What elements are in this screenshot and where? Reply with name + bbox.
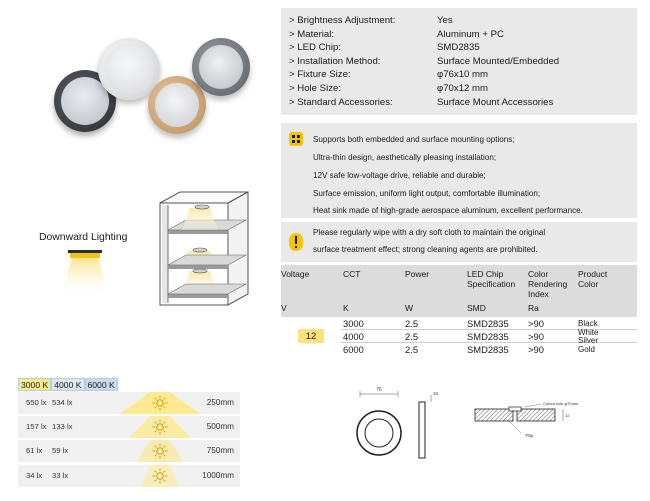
row3-cct: 6000 bbox=[343, 344, 364, 355]
side-dim-label: 10 bbox=[433, 391, 439, 396]
product-silver bbox=[192, 38, 250, 96]
section-note: Cutout hole φ70mm bbox=[543, 401, 579, 406]
th-color-2: Color bbox=[578, 279, 599, 289]
row1-power: 2.5 bbox=[405, 318, 419, 329]
downward-lighting-icon bbox=[60, 247, 110, 295]
lux-value-b: 59 lx bbox=[52, 446, 69, 455]
feature-line-1: Supports both embedded and surface mounting options; bbox=[313, 135, 515, 144]
spec-value: φ70x12 mm bbox=[437, 82, 489, 94]
lux-value-a: 550 lx bbox=[26, 398, 47, 407]
tab-6000k[interactable]: 6000 K bbox=[85, 378, 118, 391]
lux-value-b: 33 lx bbox=[52, 471, 69, 480]
features-icon bbox=[289, 132, 303, 146]
spec-value: Surface Mount Accessories bbox=[437, 96, 554, 108]
spec-row bbox=[289, 41, 629, 55]
spec-row bbox=[289, 68, 629, 82]
distance-value: 500mm bbox=[206, 422, 234, 431]
spec-label: > Installation Method: bbox=[289, 55, 381, 67]
row2-chip: SMD2835 bbox=[467, 331, 509, 342]
tab-3000k[interactable]: 3000 K bbox=[18, 378, 51, 391]
unit-cri: Ra bbox=[528, 303, 539, 313]
light-beam-icon bbox=[115, 416, 205, 438]
front-view-drawing bbox=[345, 385, 445, 465]
warning-line-1: Please regularly wipe with a dry soft cloth to maintain the original bbox=[313, 228, 546, 237]
light-beam-icon bbox=[115, 465, 205, 487]
warning-line-2: surface treatment effect; strong cleaning agents are prohibited. bbox=[313, 245, 538, 254]
th-voltage: Voltage bbox=[281, 269, 310, 279]
spec-row bbox=[289, 28, 629, 42]
illuminance-row bbox=[18, 440, 240, 462]
spec-label: > Material: bbox=[289, 28, 335, 40]
cabinet-illustration bbox=[140, 188, 260, 308]
th-cct: CCT bbox=[343, 269, 361, 279]
section-dim-label: 70φ bbox=[525, 433, 533, 438]
spec-value: Yes bbox=[437, 15, 453, 26]
illuminance-row bbox=[18, 416, 240, 438]
row1-cri: >90 bbox=[528, 318, 544, 329]
lux-value-b: 534 lx bbox=[52, 398, 73, 407]
section-drawing bbox=[465, 395, 595, 455]
spec-label: > Fixture Size: bbox=[289, 69, 351, 81]
illuminance-row bbox=[18, 465, 240, 487]
spec-value: φ76x10 mm bbox=[437, 69, 489, 81]
color-black: Black bbox=[578, 319, 598, 328]
voltage-value: 12 bbox=[305, 330, 317, 341]
spec-label: > LED Chip: bbox=[289, 42, 341, 54]
lux-value-a: 157 lx bbox=[26, 422, 47, 431]
row2-cri: >90 bbox=[528, 331, 544, 342]
lux-value-a: 34 lx bbox=[26, 471, 43, 480]
row3-cri: >90 bbox=[528, 344, 544, 355]
light-beam-icon bbox=[115, 392, 205, 414]
row3-power: 2.5 bbox=[405, 344, 419, 355]
feature-line-5: Heat sink made of high-grade aerospace aluminum, excellent performance. bbox=[313, 206, 583, 215]
spec-row bbox=[289, 55, 629, 69]
spec-label: > Standard Accessories: bbox=[289, 96, 393, 108]
spec-row bbox=[289, 82, 629, 96]
feature-line-2: Ultra-thin design, aesthetically pleasing installation; bbox=[313, 153, 497, 162]
downward-lighting-label: Downward Lighting bbox=[39, 232, 128, 243]
row1-cct: 3000 bbox=[343, 318, 364, 329]
spec-table bbox=[281, 265, 637, 355]
row1-chip: SMD2835 bbox=[467, 318, 509, 329]
feature-line-3: 12V safe low-voltage drive, reliable and durable; bbox=[313, 171, 486, 180]
product-photo bbox=[40, 30, 250, 140]
lux-value-b: 133 lx bbox=[52, 422, 73, 431]
lux-value-a: 61 lx bbox=[26, 446, 43, 455]
spec-label: > Brightness Adjustment: bbox=[289, 15, 396, 26]
color-gold: Gold bbox=[578, 345, 595, 354]
th-cri-3: Index bbox=[528, 289, 549, 299]
distance-value: 250mm bbox=[206, 398, 234, 407]
specs-panel bbox=[281, 8, 637, 115]
th-cri-2: Rendering bbox=[528, 279, 568, 289]
th-chip-2: Specification bbox=[467, 279, 516, 289]
spec-value: SMD2835 bbox=[437, 42, 480, 54]
distance-value: 750mm bbox=[206, 446, 234, 455]
cct-tabs bbox=[18, 378, 118, 391]
tab-4000k[interactable]: 4000 K bbox=[51, 378, 84, 391]
th-color-1: Product bbox=[578, 269, 608, 279]
light-beam-icon bbox=[115, 440, 205, 462]
spec-label: > Hole Size: bbox=[289, 82, 341, 94]
spec-row bbox=[289, 96, 629, 110]
th-cri-1: Color bbox=[528, 269, 549, 279]
color-white: White bbox=[578, 328, 599, 337]
unit-power: W bbox=[405, 303, 414, 313]
unit-chip: SMD bbox=[467, 303, 486, 313]
th-power: Power bbox=[405, 269, 430, 279]
th-chip-1: LED Chip bbox=[467, 269, 504, 279]
spec-value: Aluminum + PC bbox=[437, 28, 504, 40]
warning-panel bbox=[281, 222, 637, 262]
row3-chip: SMD2835 bbox=[467, 344, 509, 355]
unit-cct: K bbox=[343, 303, 349, 313]
spec-row bbox=[289, 14, 629, 28]
row2-cct: 4000 bbox=[343, 331, 364, 342]
front-dim-label: 76 bbox=[376, 387, 382, 393]
features-panel bbox=[281, 123, 637, 218]
table-body bbox=[281, 317, 637, 355]
spec-value: Surface Mounted/Embedded bbox=[437, 55, 560, 67]
unit-voltage: V bbox=[281, 303, 287, 313]
voltage-badge bbox=[298, 329, 324, 343]
color-silver: Silver bbox=[578, 336, 599, 345]
table-header bbox=[281, 265, 637, 317]
feature-line-4: Surface emission, uniform light output, comfortable illumination; bbox=[313, 189, 541, 198]
illuminance-row bbox=[18, 392, 240, 414]
warning-icon bbox=[289, 233, 303, 251]
row2-power: 2.5 bbox=[405, 331, 419, 342]
distance-value: 1000mm bbox=[202, 471, 234, 480]
section-h-label: 12 bbox=[565, 413, 570, 418]
